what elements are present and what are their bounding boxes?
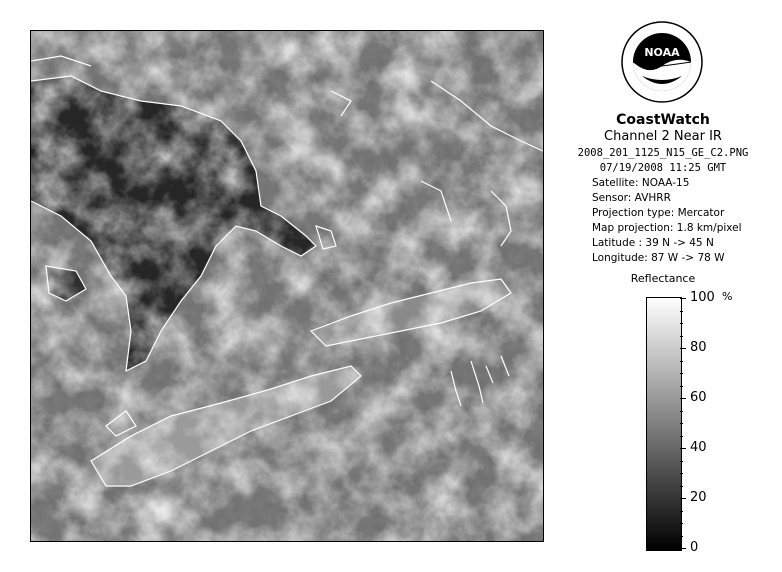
colorbar-minor-tick — [680, 411, 683, 412]
map-projection-text: Map projection: 1.8 km/pixel — [592, 222, 742, 234]
colorbar-tick — [680, 548, 686, 549]
product-title: CoastWatch — [616, 112, 710, 128]
cloud-layer — [31, 31, 543, 541]
noaa-logo — [620, 20, 704, 104]
colorbar-tick — [680, 448, 686, 449]
satellite-map[interactable] — [30, 30, 544, 542]
datetime-text: 07/19/2008 11:25 GMT — [599, 162, 727, 174]
colorbar-minor-tick — [680, 336, 683, 337]
colorbar-minor-tick — [680, 473, 683, 474]
projection-type-text: Projection type: Mercator — [592, 207, 725, 219]
colorbar-minor-tick — [680, 373, 683, 374]
colorbar-minor-tick — [680, 386, 683, 387]
colorbar-tick-label: 80 — [690, 340, 707, 355]
colorbar-minor-tick — [680, 523, 683, 524]
satellite-text: Satellite: NOAA-15 — [592, 177, 690, 189]
colorbar-minor-tick — [680, 486, 683, 487]
colorbar-tick-label: 100 — [690, 290, 715, 305]
colorbar-tick — [680, 398, 686, 399]
colorbar-minor-tick — [680, 361, 683, 362]
reflectance-colorbar — [646, 297, 682, 551]
latitude-text: Latitude : 39 N -> 45 N — [592, 237, 714, 249]
colorbar-minor-tick — [680, 423, 683, 424]
svg-text:NOAA: NOAA — [644, 46, 680, 59]
colorbar-minor-tick — [680, 323, 683, 324]
colorbar-minor-tick — [680, 511, 683, 512]
colorbar-minor-tick — [680, 461, 683, 462]
channel-subtitle: Channel 2 Near IR — [604, 129, 722, 144]
legend-title: Reflectance — [630, 272, 696, 285]
longitude-text: Longitude: 87 W -> 78 W — [592, 252, 725, 264]
satellite-image — [31, 31, 543, 541]
colorbar-minor-tick — [680, 536, 683, 537]
colorbar-tick-label: 0 — [690, 540, 699, 555]
sensor-text: Sensor: AVHRR — [592, 192, 671, 204]
colorbar-tick-label: 20 — [690, 490, 707, 505]
colorbar-tick-label: 60 — [690, 390, 707, 405]
colorbar-minor-tick — [680, 436, 683, 437]
filename-text: 2008_201_1125_N15_GE_C2.PNG — [577, 147, 749, 159]
colorbar-tick — [680, 348, 686, 349]
colorbar-tick — [680, 498, 686, 499]
colorbar-tick-label: 40 — [690, 440, 707, 455]
colorbar-minor-tick — [680, 311, 683, 312]
legend-unit: % — [722, 290, 733, 303]
colorbar-tick — [680, 298, 686, 299]
